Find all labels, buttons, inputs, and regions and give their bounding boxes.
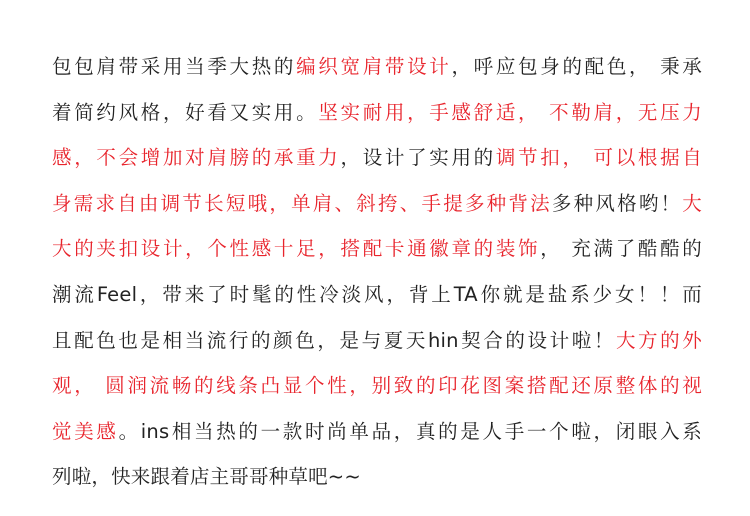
highlighted-text: 编织宽肩带设计 [296, 55, 452, 78]
description-line [52, 272, 702, 318]
body-text: 包包肩带采用当季大热的 [52, 55, 297, 78]
body-text: ，设计了实用的 [340, 146, 496, 170]
highlighted-text: 大 [682, 191, 702, 215]
highlighted-text: 大方的外 [615, 328, 702, 352]
body-text: ， 充满了酷酷的 [540, 237, 702, 261]
description-line [52, 318, 702, 364]
highlighted-text: 觉美感 [52, 419, 119, 443]
highlighted-text: 坚实耐用，手感舒适， 不勒肩，无压力 [318, 100, 702, 124]
body-text: 潮流Feel，带来了时髦的性冷淡风，背上TA你就是盐系少女！！而 [52, 282, 702, 306]
body-text: 多种风格哟！ [551, 191, 683, 215]
description-line [52, 90, 702, 136]
description-line [52, 181, 702, 227]
description-line [52, 44, 702, 90]
body-text: 着简约风格，好看又实用。 [52, 100, 319, 124]
body-text: 列啦，快来跟着店主哥哥种草吧~~ [52, 465, 361, 489]
highlighted-text: 身需求自由调节长短哦，单肩、斜挎、手提多种背法 [52, 191, 552, 215]
description-line [52, 409, 702, 455]
body-text: ，呼应包身的配色， 秉承 [451, 55, 703, 78]
description-line [52, 135, 702, 181]
description-line [52, 226, 702, 272]
body-text: 。ins相当热的一款时尚单品，真的是人手一个啦，闭眼入系 [118, 419, 702, 443]
body-text: 且配色也是相当流行的颜色，是与夏天hin契合的设计啦！ [52, 328, 616, 352]
highlighted-text: 观， 圆润流畅的线条凸显个性，别致的印花图案搭配还原整体的视 [52, 374, 702, 398]
product-description [52, 44, 702, 500]
highlighted-text: 感，不会增加对肩膀的承重力 [52, 146, 341, 170]
highlighted-text: 调节扣， 可以根据自 [495, 146, 703, 170]
description-line [52, 454, 702, 500]
description-line [52, 363, 702, 409]
highlighted-text: 大的夹扣设计，个性感十足，搭配卡通徽章的装饰 [52, 237, 541, 261]
